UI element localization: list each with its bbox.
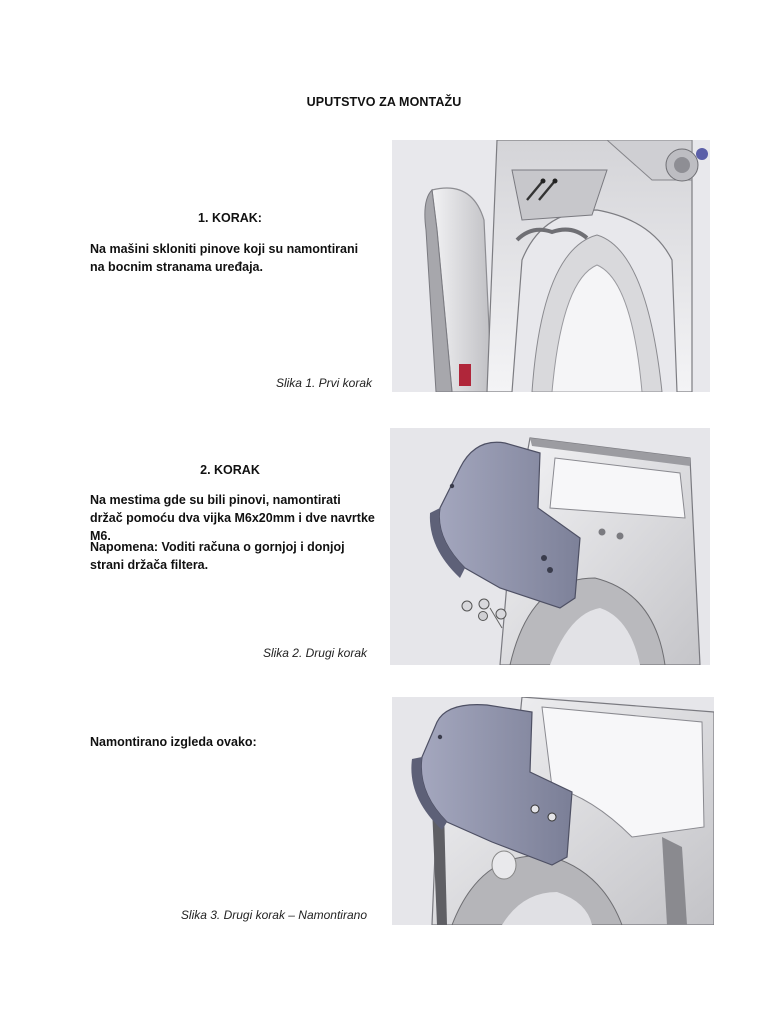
step2-heading: 2. KORAK [200, 463, 260, 477]
step1-heading: 1. KORAK: [198, 211, 262, 225]
step2-note: Napomena: Voditi računa o gornjoj i donjoj strani držača filtera. [90, 540, 345, 572]
step1-text: Na mašini skloniti pinove koji su namontirani na bocnim stranama uređaja. [90, 242, 359, 274]
step2-text: Na mestima gde su bili pinovi, namontirati držač pomoću dva vijka M6x20mm i dve navrtke M6. [90, 493, 375, 543]
machine-side-pins-render [392, 140, 710, 392]
step3-text: Namontirano izgleda ovako: [90, 735, 257, 749]
figure1-caption: Slika 1. Prvi korak [275, 376, 372, 390]
figure2-image [390, 428, 710, 665]
figure3-caption: Slika 3. Drugi korak – Namontirano [180, 908, 367, 922]
bracket-mounting-render [390, 428, 710, 665]
figure2-caption: Slika 2. Drugi korak [262, 646, 367, 660]
bracket-mounted-render [392, 697, 714, 925]
figure3-image [392, 697, 714, 925]
document-title: UPUTSTVO ZA MONTAŽU [306, 95, 462, 109]
figure1-image [392, 140, 710, 392]
